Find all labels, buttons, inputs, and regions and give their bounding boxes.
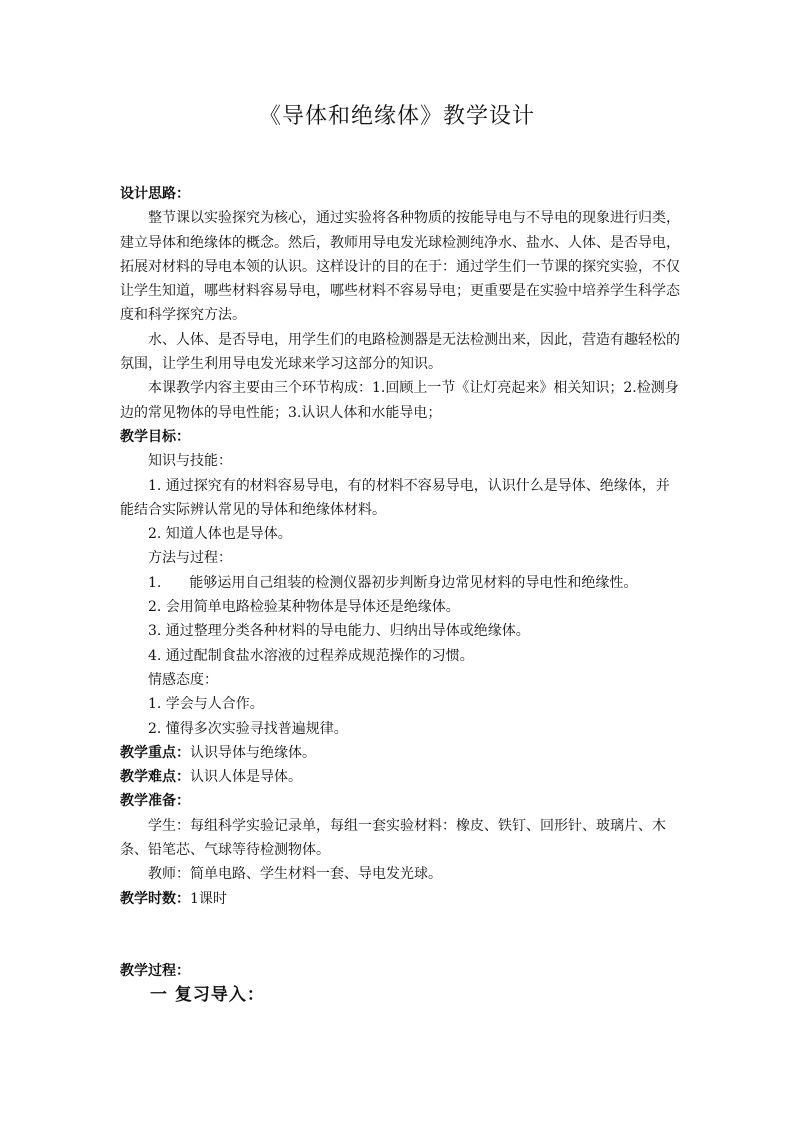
difficulty-line <box>120 765 680 789</box>
method-item-1-number: 1. <box>148 574 162 591</box>
design-heading: 设计思路： <box>120 186 190 202</box>
design-paragraph-3: 本课教学内容主要由三个环节构成：1.回顾上一节《让灯亮起来》相关知识；2.检测身边的常见物体的导电性能；3.认识人体和水能导电； <box>120 380 679 421</box>
process-heading: 教学过程： <box>120 962 190 979</box>
document-body <box>120 182 680 1008</box>
knowledge-item-1: 1. 通过探究有的材料容易导电，有的材料不容易导电，认识什么是导体、绝缘体，并能结合实际辨认常见的导体和绝缘体材料。 <box>120 477 670 518</box>
document-title: 《导体和绝缘体》教学设计 <box>258 104 535 129</box>
difficulty-label: 教学难点： <box>120 769 190 786</box>
method-item-3: 3. 通过整理分类各种材料的导电能力、归纳出导体或绝缘体。 <box>148 623 530 640</box>
key-point-label: 教学重点： <box>120 744 190 761</box>
difficulty-text: 认识人体是导体。 <box>190 769 302 786</box>
knowledge-label: 知识与技能： <box>148 453 232 470</box>
emotion-item-2: 2. 懂得多次实验寻找普遍规律。 <box>148 720 348 737</box>
design-paragraph-2: 水、人体、是否导电，用学生们的电路检测器是无法检测出来，因此，营造有趣轻松的氛围，让学生利用导电发光球来学习这部分的知识。 <box>120 331 680 373</box>
key-point-text: 认识导体与绝缘体。 <box>190 744 316 761</box>
method-item-1-text: 能够运用自己组装的检测仪器初步判断身边常见材料的导电性和绝缘性。 <box>189 574 638 591</box>
emotion-label: 情感态度： <box>148 671 218 688</box>
design-paragraph-1: 整节课以实验探究为核心，通过实验将各种物质的按能导电与不导电的现象进行归类，建立导体和绝缘体的概念。然后，教师用导电发光球检测纯净水、盐水、人体、是否导电，拓展对材料的导电本领的认识。这样设计的目的在于：通过学生们一节课的探究实验，不仅让学生知道，哪些材料容易导电，哪些材料不容易导电；更重要是在实验中培养学生科学态度和科学探究方法。 <box>120 210 680 324</box>
method-item-4: 4. 通过配制食盐水溶液的过程养成规范操作的习惯。 <box>148 647 474 664</box>
method-label: 方法与过程： <box>148 550 232 567</box>
hours-line <box>120 887 680 911</box>
key-point-line <box>120 741 680 765</box>
preparation-heading: 教学准备： <box>120 793 190 810</box>
method-item-2: 2. 会用简单电路检验某种物体是导体还是绝缘体。 <box>148 599 460 616</box>
blank-space <box>120 911 680 959</box>
hours-text: 1课时 <box>190 890 227 907</box>
preparation-teacher: 教师：简单电路、学生材料一套、导电发光球。 <box>148 866 442 883</box>
preparation-students: 学生：每组科学实验记录单，每组一套实验材料：橡皮、铁钉、回形针、玻璃片、木条、铅笔芯、气球等待检测物体。 <box>120 817 666 859</box>
process-section-1-heading: 一 复习导入： <box>150 985 265 1006</box>
knowledge-item-2: 2. 知道人体也是导体。 <box>148 526 292 543</box>
hours-label: 教学时数： <box>120 890 190 907</box>
goals-heading: 教学目标： <box>120 428 190 445</box>
emotion-item-1: 1. 学会与人合作。 <box>148 696 264 713</box>
method-item-1 <box>120 571 680 595</box>
